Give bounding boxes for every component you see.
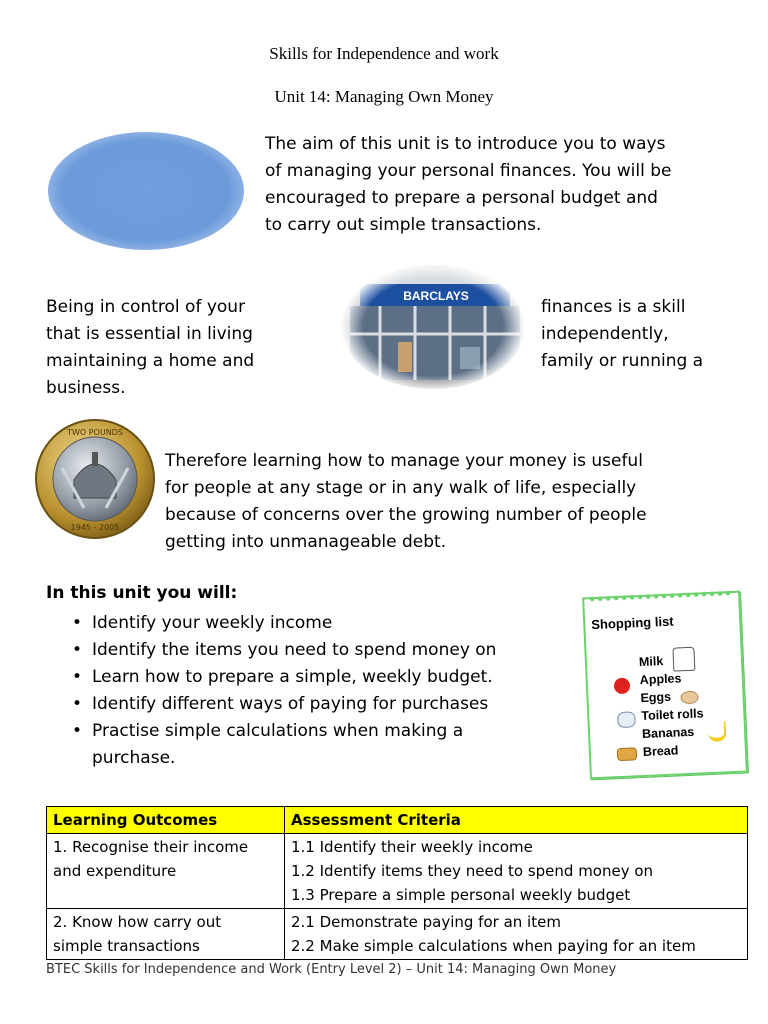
therefore-line: because of concerns over the growing number of people bbox=[165, 505, 647, 525]
outcome-text: and expenditure bbox=[53, 862, 177, 880]
therefore-paragraph bbox=[165, 448, 647, 556]
control-right-line: family or running a bbox=[541, 351, 704, 371]
unit-heading: In this unit you will: bbox=[46, 583, 238, 603]
criteria-item: 2.2 Make simple calculations when paying for an item bbox=[291, 937, 696, 955]
outcome-text: 2. Know how carry out bbox=[53, 913, 222, 931]
objective-item: • Identify different ways of paying for purchases bbox=[72, 691, 496, 718]
table-row bbox=[47, 909, 748, 960]
apple-icon bbox=[614, 678, 631, 695]
control-left-line: business. bbox=[46, 378, 126, 398]
therefore-line: Therefore learning how to manage your money is useful bbox=[165, 451, 643, 471]
table-row bbox=[47, 834, 748, 909]
criteria-cell bbox=[285, 909, 748, 960]
therefore-line: for people at any stage or in any walk of life, especially bbox=[165, 478, 637, 498]
objective-item: • Practise simple calculations when making a bbox=[72, 718, 496, 745]
blue-ellipse-image bbox=[48, 132, 244, 250]
therefore-line: getting into unmanageable debt. bbox=[165, 532, 447, 552]
outcome-text: 1. Recognise their income bbox=[53, 838, 249, 856]
two-pound-coin-image bbox=[34, 418, 156, 540]
shopping-item-bananas: Bananas bbox=[641, 724, 695, 742]
criteria-item: 1.2 Identify items they need to spend money on bbox=[291, 862, 654, 880]
criteria-item: 1.3 Prepare a simple personal weekly budget bbox=[291, 886, 631, 904]
unit-objectives-list bbox=[72, 610, 496, 745]
outcome-cell bbox=[47, 909, 285, 960]
milk-bottle-icon bbox=[672, 647, 695, 672]
shopping-item-apples: Apples bbox=[639, 671, 682, 688]
objective-item: • Identify your weekly income bbox=[72, 610, 496, 637]
bread-icon bbox=[617, 747, 638, 761]
shopping-note bbox=[582, 591, 748, 780]
outcome-text: simple transactions bbox=[53, 937, 200, 955]
header-learning-outcomes: Learning Outcomes bbox=[47, 807, 285, 834]
control-left-line: maintaining a home and bbox=[46, 351, 255, 371]
criteria-item: 2.1 Demonstrate paying for an item bbox=[291, 913, 561, 931]
shopping-list-title: Shopping list bbox=[590, 613, 674, 633]
objective-item: • Identify the items you need to spend money on bbox=[72, 637, 496, 664]
learning-outcomes-table bbox=[46, 806, 748, 960]
control-right-line: independently, bbox=[541, 324, 669, 344]
criteria-item: 1.1 Identify their weekly income bbox=[291, 838, 533, 856]
criteria-cell bbox=[285, 834, 748, 909]
spiral-binding bbox=[588, 589, 734, 603]
banana-icon bbox=[708, 721, 727, 742]
shopping-item-eggs: Eggs bbox=[640, 689, 672, 706]
objective-continuation: purchase. bbox=[92, 748, 176, 768]
control-left-line: Being in control of your bbox=[46, 297, 246, 317]
control-right-line: finances is a skill bbox=[541, 297, 686, 317]
intro-line: of managing your personal finances. You will be bbox=[265, 161, 672, 181]
outcome-cell bbox=[47, 834, 285, 909]
page-footer: BTEC Skills for Independence and Work (Entry Level 2) – Unit 14: Managing Own Money bbox=[46, 962, 617, 977]
eggs-icon bbox=[680, 691, 699, 705]
control-left-line: that is essential in living bbox=[46, 324, 253, 344]
unit-title: Unit 14: Managing Own Money bbox=[274, 87, 494, 106]
shopping-item-bread: Bread bbox=[642, 743, 679, 760]
control-paragraph-left bbox=[46, 294, 254, 402]
intro-line: The aim of this unit is to introduce you to ways bbox=[265, 134, 666, 154]
coin-inscription-top: TWO POUNDS bbox=[67, 428, 123, 437]
intro-line: encouraged to prepare a personal budget and bbox=[265, 188, 658, 208]
header-assessment-criteria: Assessment Criteria bbox=[285, 807, 748, 834]
shopping-item-toilet-rolls: Toilet rolls bbox=[641, 706, 704, 724]
toilet-roll-icon bbox=[617, 711, 636, 728]
table-header-row bbox=[47, 807, 748, 834]
shopping-list-image bbox=[578, 588, 750, 784]
shopping-item-milk: Milk bbox=[638, 654, 664, 670]
control-paragraph-right bbox=[541, 294, 703, 375]
bank-branch-photo bbox=[340, 262, 526, 392]
coin-inscription-bottom: 1945 - 2005 bbox=[70, 523, 120, 532]
intro-paragraph bbox=[265, 131, 671, 239]
intro-line: to carry out simple transactions. bbox=[265, 215, 542, 235]
objective-item: • Learn how to prepare a simple, weekly budget. bbox=[72, 664, 496, 691]
document-title: Skills for Independence and work bbox=[269, 44, 499, 63]
